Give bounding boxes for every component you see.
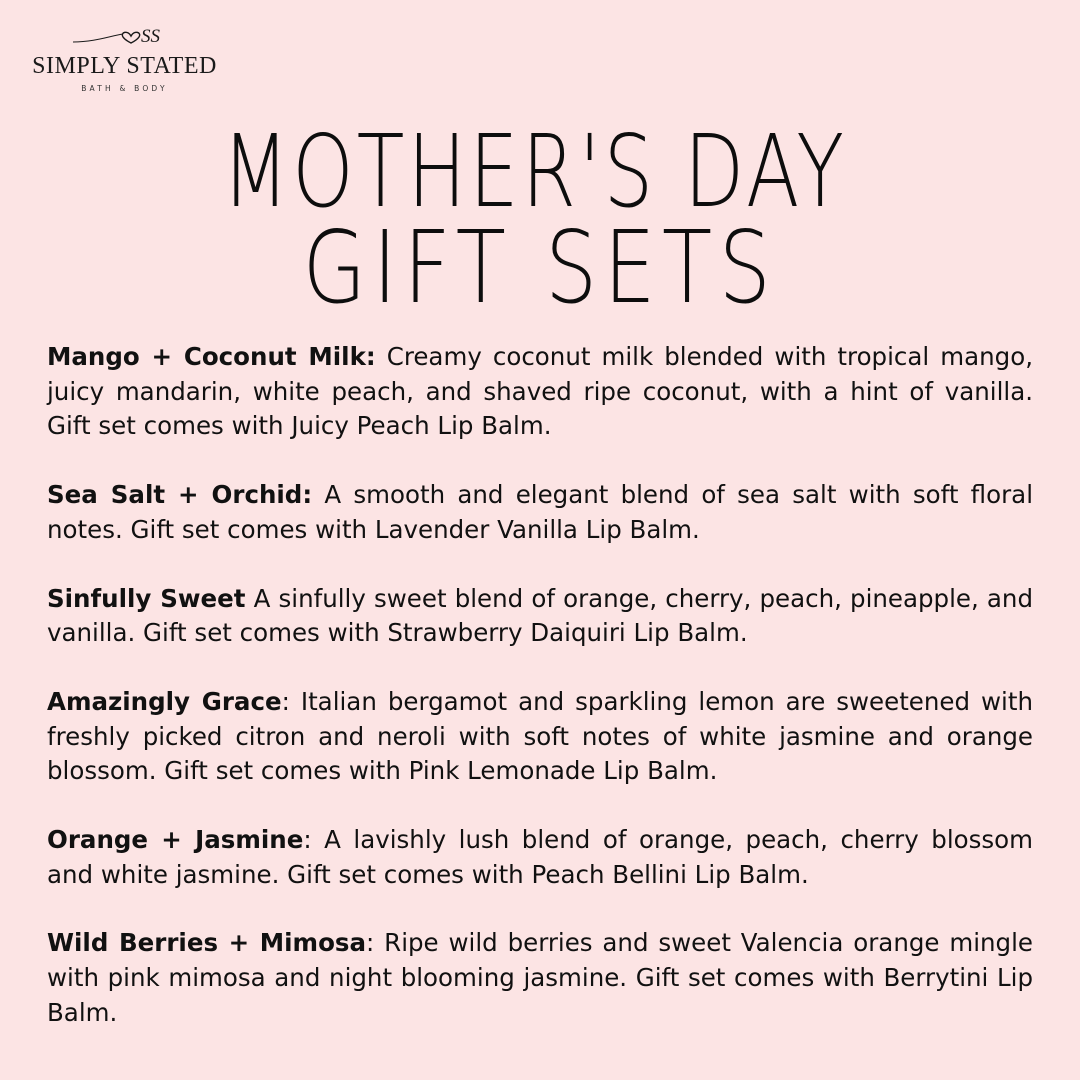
page-title-line-1: MOTHER'S DAY (221, 113, 848, 230)
gift-set-name: Sea Salt + Orchid: (47, 480, 313, 510)
gift-set-name: Sinfully Sweet (47, 583, 246, 613)
gift-set-description: Creamy coconut milk blended with tropical mango, juicy mandarin, white peach, and shaved ripe coconut, with a hint of vanilla. Gift set comes with Juicy Peach Lip Balm. (47, 342, 1033, 441)
gift-set-separator: : (303, 825, 312, 855)
gift-set-item (47, 582, 1033, 651)
gift-set-name: Mango + Coconut Milk: (47, 342, 376, 371)
page-title-line-2: GIFT SETS (302, 209, 778, 326)
heart-swirl-icon (65, 22, 185, 50)
gift-set-separator: : (281, 686, 290, 716)
logo-tagline: BATH & BODY (81, 84, 168, 93)
gift-set-item (47, 823, 1033, 892)
gift-set-separator: : (366, 928, 375, 958)
gift-set-item (47, 478, 1033, 547)
gift-set-name: Amazingly Grace (47, 686, 282, 716)
brand-logo (22, 22, 227, 93)
gift-set-name: Orange + Jasmine (47, 825, 304, 855)
gift-set-name: Wild Berries + Mimosa (47, 928, 367, 958)
gift-set-item (47, 685, 1033, 789)
gift-set-description: Italian bergamot and sparkling lemon are sweetened with freshly picked citron and neroli with soft notes of white jasmine and orange blossom. Gift set comes with Pink Lemonade Lip Balm. (47, 686, 1033, 786)
logo-monogram: SS (140, 26, 160, 47)
gift-set-list (47, 340, 1033, 1065)
gift-set-description: A lavishly lush blend of orange, peach, cherry blossom and white jasmine. Gift set comes with Peach Bellini Lip Balm. (47, 825, 1034, 889)
logo-name: SIMPLY STATED (32, 53, 217, 79)
gift-set-description: Ripe wild berries and sweet Valencia orange mingle with pink mimosa and night blooming jasmine. Gift set comes with Berrytini Lip Balm. (47, 928, 1033, 1027)
gift-set-description: A smooth and elegant blend of sea salt with soft floral notes. Gift set comes with Lavender Vanilla Lip Balm. (47, 480, 1033, 544)
gift-set-item (47, 340, 1033, 444)
gift-set-description: A sinfully sweet blend of orange, cherry, peach, pineapple, and vanilla. Gift set comes with Strawberry Daiquiri Lip Balm. (47, 583, 1033, 648)
gift-set-item (47, 926, 1033, 1030)
